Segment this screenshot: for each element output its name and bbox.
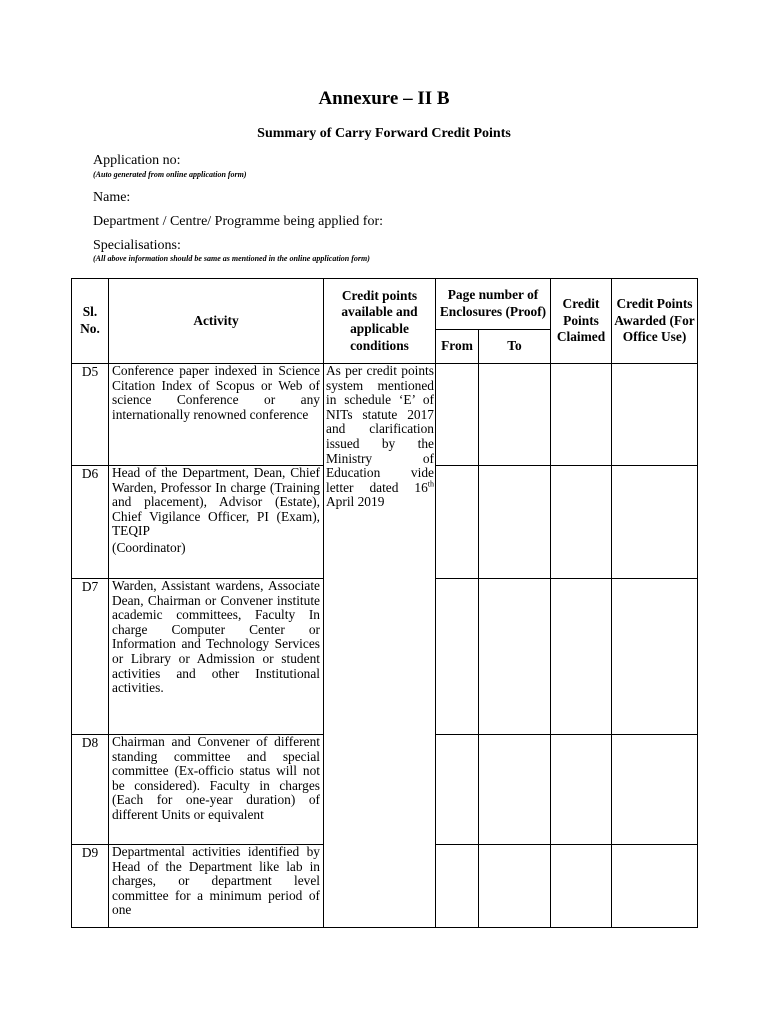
row-from-cell[interactable] — [436, 579, 479, 735]
header-activity: Activity — [109, 279, 324, 364]
row-awarded-cell[interactable] — [612, 466, 698, 579]
row-claimed-cell[interactable] — [551, 579, 612, 735]
row-sl-no: D7 — [72, 579, 109, 735]
conditions-text: As per credit points system mentioned in schedule ‘E’ of NITs statute 2017 and clarification issued by the Ministry of Education vide letter dated 16 — [326, 363, 434, 495]
row-sl-no: D9 — [72, 845, 109, 928]
specialisations-note: (All above information should be same as mentioned in the online application form) — [93, 254, 370, 263]
application-no-note: (Auto generated from online application form) — [93, 170, 247, 179]
row-awarded-cell[interactable] — [612, 735, 698, 845]
row-sl-no: D8 — [72, 735, 109, 845]
row-activity-text: Head of the Department, Dean, Chief Warden, Professor In charge (Training and placement), Advisor (Estate), Chief Vigilance Officer, PI (Exam), TEQIP — [112, 465, 320, 539]
row-claimed-cell[interactable] — [551, 364, 612, 466]
row-to-cell[interactable] — [479, 735, 551, 845]
row-activity-tail: (Coordinator) — [112, 539, 186, 555]
row-to-cell[interactable] — [479, 579, 551, 735]
header-credit-points-awarded: Credit Points Awarded (For Office Use) — [612, 279, 698, 364]
page-title: Annexure – II B — [318, 88, 450, 109]
row-activity: Warden, Assistant wardens, Associate Dean, Chairman or Convener institute academic committees, Faculty In charge Computer Center or Information and Technology Services or Library or Admission or student activities and other Institutional activities. — [109, 579, 324, 735]
credit-conditions-cell — [324, 364, 436, 928]
row-sl-no: D6 — [72, 466, 109, 579]
row-claimed-cell[interactable] — [551, 466, 612, 579]
conditions-tail: April 2019 — [326, 494, 385, 510]
row-claimed-cell[interactable] — [551, 845, 612, 928]
row-from-cell[interactable] — [436, 845, 479, 928]
header-to: To — [479, 330, 551, 364]
header-page-number: Page number of Enclosures (Proof) — [436, 279, 551, 330]
department-label: Department / Centre/ Programme being applied for: — [93, 214, 384, 229]
row-awarded-cell[interactable] — [612, 845, 698, 928]
row-from-cell[interactable] — [436, 364, 479, 466]
application-no-label: Application no: — [93, 153, 181, 168]
header-from: From — [436, 330, 479, 364]
row-from-cell[interactable] — [436, 735, 479, 845]
specialisations-label: Specialisations: — [93, 238, 181, 253]
conditions-superscript: th — [427, 479, 434, 489]
row-activity — [109, 466, 324, 579]
header-credit-points-available: Credit points available and applicable conditions — [324, 279, 436, 364]
row-from-cell[interactable] — [436, 466, 479, 579]
row-to-cell[interactable] — [479, 845, 551, 928]
page-subtitle: Summary of Carry Forward Credit Points — [257, 126, 511, 141]
row-sl-no: D5 — [72, 364, 109, 466]
name-label: Name: — [93, 190, 131, 205]
row-awarded-cell[interactable] — [612, 579, 698, 735]
row-activity: Chairman and Convener of different standing committee and special committee (Ex-officio status will not be considered). Faculty in charges (Each for one-year duration) of different Units or equivalent — [109, 735, 324, 845]
row-activity: Departmental activities identified by Head of the Department like lab in charges, or department level committee for a minimum period of one — [109, 845, 324, 928]
row-to-cell[interactable] — [479, 466, 551, 579]
credit-points-table — [71, 278, 698, 928]
row-awarded-cell[interactable] — [612, 364, 698, 466]
row-claimed-cell[interactable] — [551, 735, 612, 845]
header-sl-no: Sl. No. — [72, 279, 109, 364]
row-activity: Conference paper indexed in Science Citation Index of Scopus or Web of science Conference or any internationally renowned conference — [109, 364, 324, 466]
header-credit-points-claimed: Credit Points Claimed — [551, 279, 612, 364]
row-to-cell[interactable] — [479, 364, 551, 466]
table-row — [72, 364, 698, 466]
